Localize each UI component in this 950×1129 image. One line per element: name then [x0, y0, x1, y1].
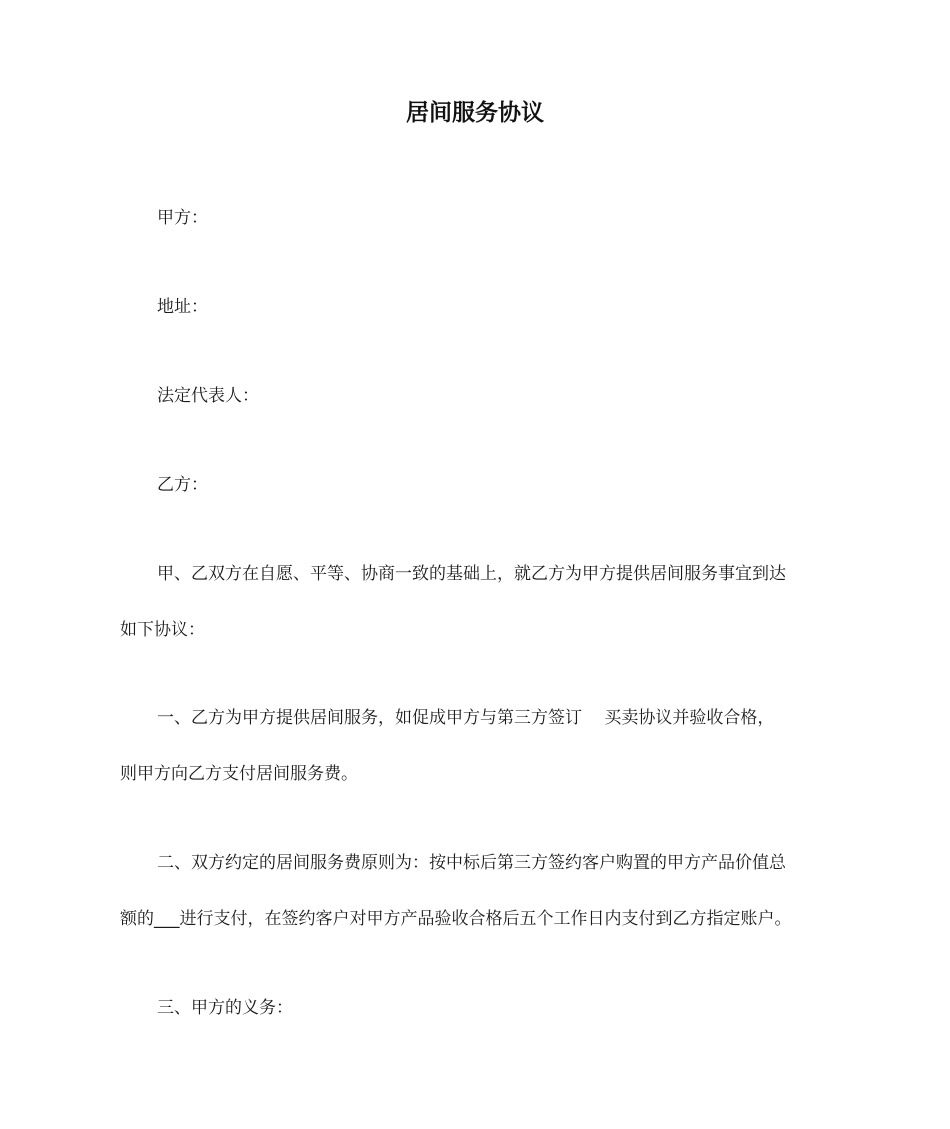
document-title: 居间服务协议	[406, 100, 544, 126]
clause-2-line-1: 二、双方约定的居间服务费原则为：按中标后第三方签约客户购置的甲方产品价值总	[157, 853, 786, 873]
clause-2-line-2: 额的___进行支付，在签约客户对甲方产品验收合格后五个工作日内支付到乙方指定账户。	[120, 909, 792, 929]
clause-3-line-1: 三、甲方的义务：	[157, 998, 293, 1018]
legal-representative-label: 法定代表人：	[157, 386, 259, 406]
party-a-label: 甲方：	[157, 208, 208, 228]
intro-line-1: 甲、乙双方在自愿、平等、协商一致的基础上，就乙方为甲方提供居间服务事宜到达	[157, 564, 786, 584]
clause-1-line-2: 则甲方向乙方支付居间服务费。	[120, 764, 358, 784]
party-b-label: 乙方：	[157, 475, 208, 495]
clause-1-line-1: 一、乙方为甲方提供居间服务，如促成甲方与第三方签订 买卖协议并验收合格，	[157, 708, 775, 728]
address-label: 地址：	[157, 297, 208, 317]
intro-line-2: 如下协议：	[120, 620, 205, 640]
